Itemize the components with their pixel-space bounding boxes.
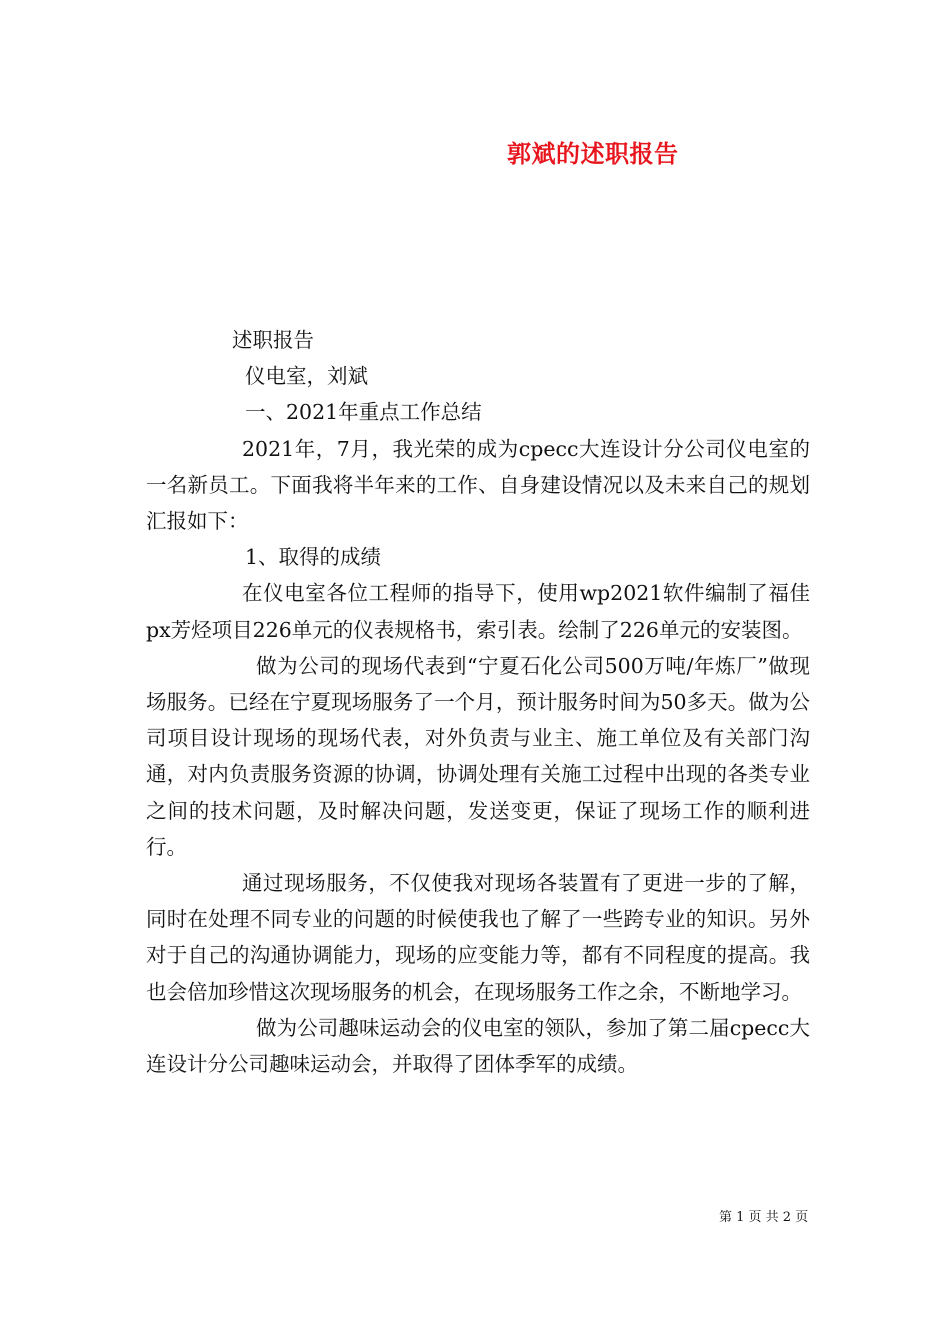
paragraph: 做为公司趣味运动会的仪电室的领队，参加了第二届cpecc大连设计分公司趣味运动会，并取得了团体季军的成绩。 [146, 1015, 810, 1077]
subsection-heading: 1、取得的成绩 [245, 545, 382, 570]
paragraph: 通过现场服务，不仅使我对现场各装置有了更进一步的了解，同时在处理不同专业的问题的时候使我也了解了一些跨专业的知识。另外对于自己的沟通协调能力，现场的应变能力等，都有不同程度的提高。我也会倍加珍惜这次现场服务的机会，在现场服务工作之余，不断地学习。 [146, 871, 810, 1004]
section-heading: 一、2021年重点工作总结 [245, 400, 482, 425]
paragraph: 在仪电室各位工程师的指导下，使用wp2021软件编制了福佳px芳烃项目226单元的仪表规格书，索引表。绘制了226单元的安装图。 [146, 581, 810, 642]
document-title: 郭斌的述职报告 [507, 139, 679, 168]
paragraph: 2021年，7月，我光荣的成为cpecc大连设计分公司仪电室的一名新员工。下面我将半年来的工作、自身建设情况以及未来自己的规划汇报如下： [146, 436, 810, 534]
report-heading: 述职报告 [232, 328, 314, 352]
document-body [146, 322, 810, 1082]
paragraph: 做为公司的现场代表到“宁夏石化公司500万吨/年炼厂”做现场服务。已经在宁夏现场服务了一个月，预计服务时间为50多天。做为公司项目设计现场的现场代表，对外负责与业主、施工单位及有关部门沟通，对内负责服务资源的协调，协调处理有关施工过程中出现的各类专业之间的技术问题，及时解决问题，发送变更，保证了现场工作的顺利进行。 [146, 653, 810, 859]
page-number: 第 1 页 共 2 页 [719, 1210, 809, 1225]
author-line: 仪电室，刘斌 [245, 364, 368, 389]
